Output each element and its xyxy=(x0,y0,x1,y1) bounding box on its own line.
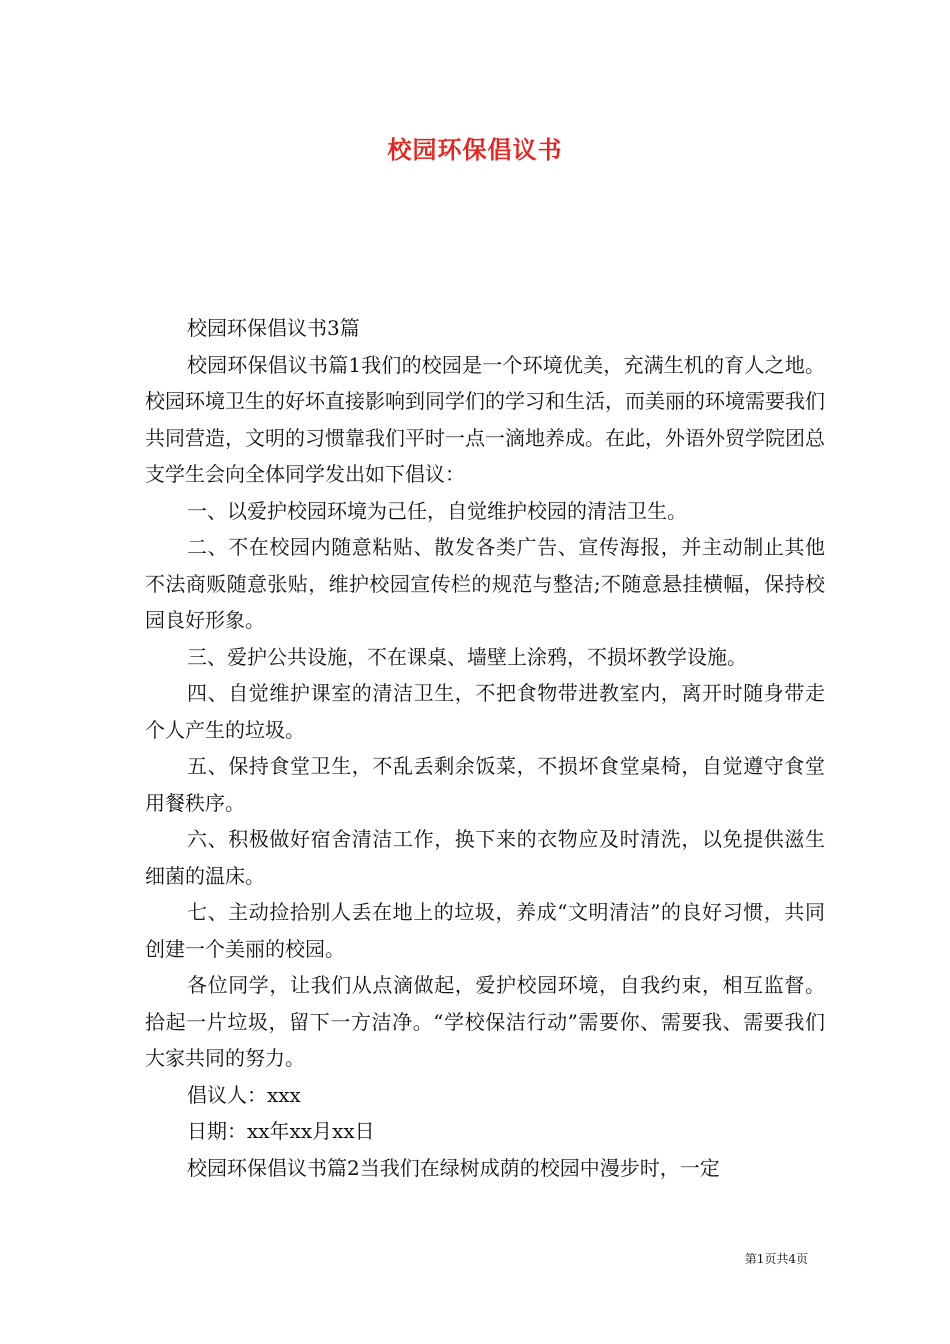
paragraph-item-6: 六、积极做好宿舍清洁工作，换下来的衣物应及时清洗，以免提供滋生细菌的温床。 xyxy=(145,827,825,888)
paragraph-intro: 校园环保倡议书篇1我们的校园是一个环境优美，充满生机的育人之地。校园环境卫生的好坏直接影响到同学们的学习和生活，而美丽的环境需要我们共同营造，文明的习惯靠我们平时一点一滴地养成。在此，外语外贸学院团总支学生会向全体同学发出如下倡议： xyxy=(145,352,825,486)
document-body xyxy=(145,310,825,1186)
paragraph-part-2: 校园环保倡议书篇2当我们在绿树成荫的校园中漫步时，一定 xyxy=(187,1155,720,1180)
page-title: 校园环保倡议书 xyxy=(387,136,563,164)
paragraph-closing: 各位同学，让我们从点滴做起，爱护校园环境，自我约束，相互监督。拾起一片垃圾，留下一方洁净。“学校保洁行动”需要你、需要我、需要我们大家共同的努力。 xyxy=(145,973,825,1070)
page-number: 第1页共4页 xyxy=(744,1252,808,1266)
paragraph-item-3: 三、爱护公共设施，不在课桌、墙壁上涂鸦，不损坏教学设施。 xyxy=(187,644,747,669)
paragraph-item-7: 七、主动捡拾别人丢在地上的垃圾，养成“文明清洁”的良好习惯，共同创建一个美丽的校园。 xyxy=(145,900,825,961)
paragraph-item-4: 四、自觉维护课室的清洁卫生，不把食物带进教室内，离开时随身带走个人产生的垃圾。 xyxy=(145,681,825,742)
paragraph-item-5: 五、保持食堂卫生，不乱丢剩余饭菜，不损坏食堂桌椅，自觉遵守食堂用餐秩序。 xyxy=(145,754,825,815)
paragraph-item-1: 一、以爱护校园环境为己任，自觉维护校园的清洁卫生。 xyxy=(187,498,687,523)
paragraph-date: 日期：xx年xx月xx日 xyxy=(187,1119,375,1143)
paragraph-initiator: 倡议人：xxx xyxy=(187,1082,301,1107)
paragraph-item-2: 二、不在校园内随意粘贴、散发各类广告、宣传海报，并主动制止其他不法商贩随意张贴，维护校园宣传栏的规范与整洁;不随意悬挂横幅，保持校园良好形象。 xyxy=(145,535,825,632)
paragraph-subtitle: 校园环保倡议书3篇 xyxy=(187,316,360,340)
